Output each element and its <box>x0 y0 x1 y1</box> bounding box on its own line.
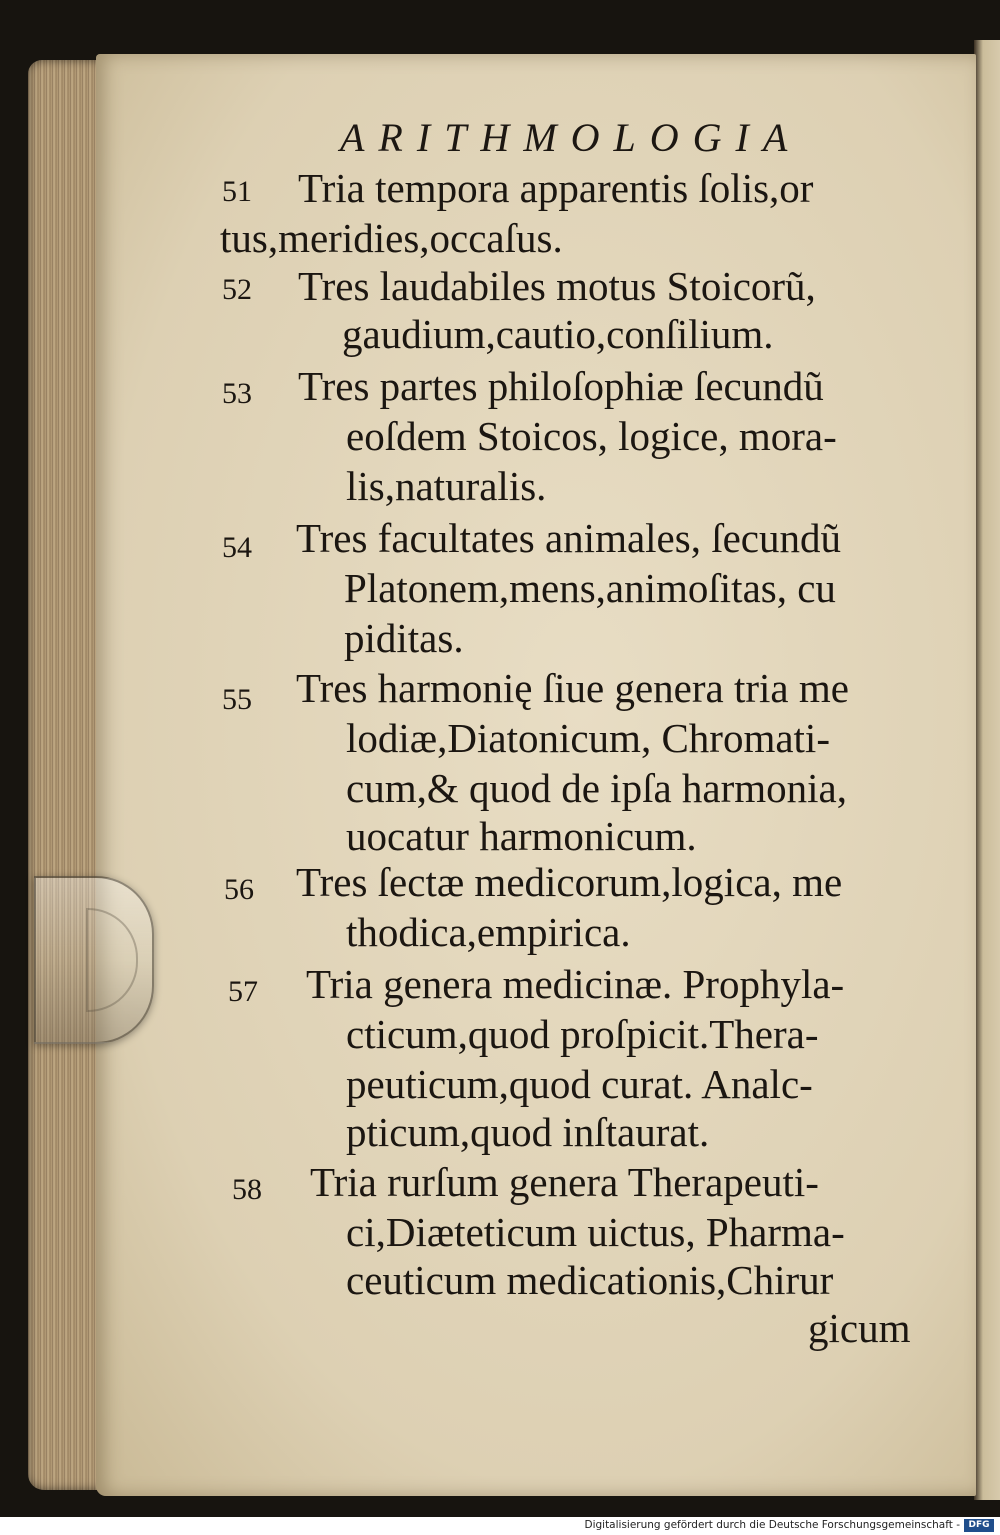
entry-number: 53 <box>222 377 252 410</box>
entry-line: ci,Diæteticum uictus, Pharma- <box>346 1209 845 1255</box>
entry-line: tus,meridies,occaſus. <box>220 215 563 261</box>
entry-line: Tres partes philoſophiæ ſecundũ <box>298 363 824 409</box>
facing-page-edge <box>974 40 1000 1500</box>
book-clip-inner <box>86 908 138 1012</box>
entry-line: piditas. <box>344 615 464 661</box>
entry-number: 52 <box>222 273 252 306</box>
entry-number: 54 <box>222 531 252 564</box>
entry-line: Tres laudabiles motus Stoicorũ, <box>298 263 816 309</box>
entry-line: Tria tempora apparentis ſolis,or <box>298 165 814 211</box>
entry-line: Tres facultates animales, ſecundũ <box>296 515 841 561</box>
catchword: gicum <box>808 1305 911 1351</box>
entry-number: 58 <box>232 1173 262 1206</box>
entry-line: Platonem,mens,animoſitas, cu <box>344 565 836 611</box>
entry-number: 55 <box>222 683 252 716</box>
entry-line: lodiæ,Diatonicum, Chromati- <box>346 715 830 761</box>
entry-number: 51 <box>222 175 252 208</box>
entry-line: Tria rurſum genera Therapeuti- <box>310 1159 819 1205</box>
entry-line: gaudium,cautio,conſilium. <box>342 311 774 357</box>
entry-line: Tres harmonię ſiue genera tria me <box>296 665 849 711</box>
entry-line: cum,& quod de ipſa harmonia, <box>346 765 847 811</box>
entry-line: uocatur harmonicum. <box>346 813 697 859</box>
running-header: ARITHMOLOGIA <box>340 115 802 160</box>
entry-number: 57 <box>228 975 258 1008</box>
entry-line: Tres ſectæ medicorum,logica, me <box>296 859 843 905</box>
book-clip <box>34 876 154 1044</box>
digitization-credit: Digitalisierung gefördert durch die Deutsche Forschungsgemeinschaft - <box>584 1519 960 1531</box>
entry-line: pticum,quod inſtaurat. <box>346 1109 710 1155</box>
entry-line: cticum,quod proſpicit.Thera- <box>346 1011 819 1057</box>
entry-line: thodica,empirica. <box>346 909 631 955</box>
entry-line: eoſdem Stoicos, logice, mora- <box>346 413 837 459</box>
entry-line: ceuticum medicationis,Chirur <box>346 1257 834 1303</box>
entry-number: 56 <box>224 873 254 906</box>
dfg-logo: DFG <box>964 1519 994 1532</box>
entry-line: Tria genera medicinæ. Prophyla- <box>306 961 845 1007</box>
entry-line: lis,naturalis. <box>346 463 547 509</box>
entry-line: peuticum,quod curat. Analc- <box>346 1061 813 1107</box>
